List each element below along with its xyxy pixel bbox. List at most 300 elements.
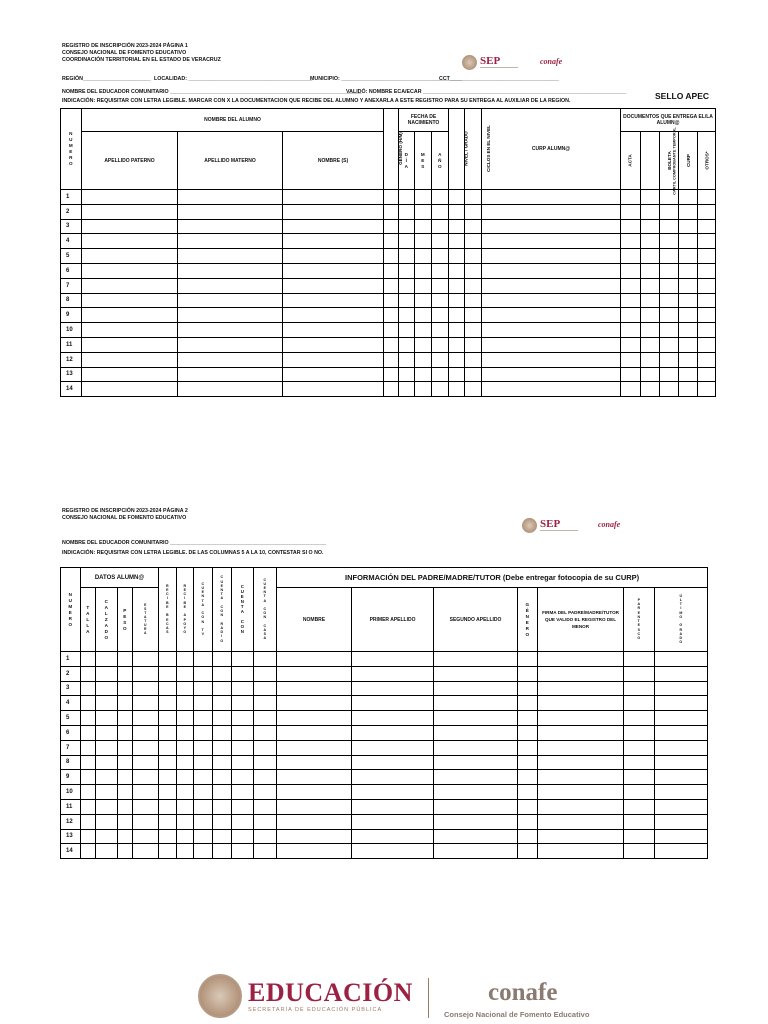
page1-input-cell[interactable] [482, 249, 621, 264]
page1-input-cell[interactable] [449, 219, 465, 234]
page2-input-cell[interactable] [194, 844, 213, 859]
page1-input-cell[interactable] [660, 219, 679, 234]
page1-input-cell[interactable] [660, 249, 679, 264]
page1-input-cell[interactable] [449, 382, 465, 397]
page1-input-cell[interactable] [449, 234, 465, 249]
page2-input-cell[interactable] [277, 799, 352, 814]
page1-input-cell[interactable] [82, 234, 178, 249]
page2-input-cell[interactable] [624, 740, 655, 755]
page2-input-cell[interactable] [232, 740, 254, 755]
page1-input-cell[interactable] [283, 308, 384, 323]
page2-input-cell[interactable] [96, 652, 118, 667]
page1-input-cell[interactable] [482, 337, 621, 352]
page2-input-cell[interactable] [538, 681, 624, 696]
page2-input-cell[interactable] [232, 829, 254, 844]
page1-input-cell[interactable] [641, 293, 660, 308]
page2-input-cell[interactable] [177, 740, 194, 755]
page1-input-cell[interactable] [621, 382, 641, 397]
page2-input-cell[interactable] [518, 740, 538, 755]
page1-input-cell[interactable] [465, 352, 482, 367]
page1-input-cell[interactable] [449, 204, 465, 219]
page2-input-cell[interactable] [96, 844, 118, 859]
page1-input-cell[interactable] [178, 323, 283, 338]
page2-input-cell[interactable] [254, 652, 277, 667]
page1-input-cell[interactable] [82, 263, 178, 278]
page2-input-cell[interactable] [434, 829, 518, 844]
page2-input-cell[interactable] [538, 711, 624, 726]
page1-input-cell[interactable] [641, 323, 660, 338]
page2-input-cell[interactable] [118, 829, 133, 844]
page2-input-cell[interactable] [277, 770, 352, 785]
page2-input-cell[interactable] [232, 725, 254, 740]
page2-input-cell[interactable] [624, 666, 655, 681]
page2-input-cell[interactable] [434, 770, 518, 785]
page1-input-cell[interactable] [399, 219, 415, 234]
page1-input-cell[interactable] [432, 308, 449, 323]
page2-input-cell[interactable] [254, 829, 277, 844]
page2-input-cell[interactable] [81, 696, 96, 711]
page2-input-cell[interactable] [624, 829, 655, 844]
page2-input-cell[interactable] [118, 652, 133, 667]
page1-input-cell[interactable] [482, 323, 621, 338]
page2-input-cell[interactable] [159, 829, 177, 844]
page1-input-cell[interactable] [641, 263, 660, 278]
page2-input-cell[interactable] [232, 814, 254, 829]
page1-input-cell[interactable] [621, 293, 641, 308]
page1-input-cell[interactable] [698, 293, 716, 308]
page1-input-cell[interactable] [482, 234, 621, 249]
page1-input-cell[interactable] [399, 382, 415, 397]
page1-input-cell[interactable] [432, 337, 449, 352]
page2-educador-field[interactable]: NOMBRE DEL EDUCADOR COMUNITARIO _____________________________________________________ [62, 540, 327, 546]
page1-input-cell[interactable] [283, 293, 384, 308]
localidad-field[interactable]: LOCALIDAD: __________________________________________ [154, 76, 313, 82]
page1-input-cell[interactable] [465, 293, 482, 308]
page2-input-cell[interactable] [538, 666, 624, 681]
page2-input-cell[interactable] [133, 770, 159, 785]
page2-input-cell[interactable] [277, 755, 352, 770]
page2-input-cell[interactable] [232, 666, 254, 681]
page1-input-cell[interactable] [384, 263, 399, 278]
page2-input-cell[interactable] [159, 666, 177, 681]
page2-input-cell[interactable] [624, 844, 655, 859]
page1-input-cell[interactable] [283, 190, 384, 205]
page1-input-cell[interactable] [399, 367, 415, 382]
page2-input-cell[interactable] [254, 725, 277, 740]
page2-input-cell[interactable] [96, 770, 118, 785]
page2-input-cell[interactable] [518, 755, 538, 770]
page1-input-cell[interactable] [384, 367, 399, 382]
page1-input-cell[interactable] [82, 219, 178, 234]
page2-input-cell[interactable] [624, 814, 655, 829]
page2-input-cell[interactable] [159, 725, 177, 740]
page2-input-cell[interactable] [538, 725, 624, 740]
page1-input-cell[interactable] [482, 204, 621, 219]
page2-input-cell[interactable] [177, 711, 194, 726]
page1-input-cell[interactable] [178, 263, 283, 278]
page2-input-cell[interactable] [133, 740, 159, 755]
page1-input-cell[interactable] [698, 219, 716, 234]
page1-input-cell[interactable] [482, 352, 621, 367]
page2-input-cell[interactable] [655, 829, 708, 844]
page2-input-cell[interactable] [434, 740, 518, 755]
page1-input-cell[interactable] [641, 367, 660, 382]
page2-input-cell[interactable] [434, 844, 518, 859]
page2-input-cell[interactable] [277, 814, 352, 829]
page2-input-cell[interactable] [254, 681, 277, 696]
page2-input-cell[interactable] [518, 799, 538, 814]
page1-input-cell[interactable] [679, 308, 698, 323]
page2-input-cell[interactable] [177, 696, 194, 711]
page2-input-cell[interactable] [118, 740, 133, 755]
page2-input-cell[interactable] [194, 829, 213, 844]
page1-input-cell[interactable] [698, 323, 716, 338]
page2-input-cell[interactable] [434, 725, 518, 740]
page2-input-cell[interactable] [655, 740, 708, 755]
page1-input-cell[interactable] [641, 204, 660, 219]
page1-input-cell[interactable] [641, 382, 660, 397]
page1-input-cell[interactable] [679, 204, 698, 219]
page2-input-cell[interactable] [194, 785, 213, 800]
page1-input-cell[interactable] [449, 263, 465, 278]
page1-input-cell[interactable] [482, 190, 621, 205]
page1-input-cell[interactable] [432, 352, 449, 367]
page2-input-cell[interactable] [96, 725, 118, 740]
page1-input-cell[interactable] [432, 219, 449, 234]
page1-input-cell[interactable] [384, 278, 399, 293]
page2-input-cell[interactable] [518, 725, 538, 740]
page2-input-cell[interactable] [655, 755, 708, 770]
page2-input-cell[interactable] [118, 844, 133, 859]
page2-input-cell[interactable] [213, 652, 232, 667]
page2-input-cell[interactable] [81, 652, 96, 667]
page1-input-cell[interactable] [415, 204, 432, 219]
page1-input-cell[interactable] [399, 278, 415, 293]
page1-input-cell[interactable] [283, 204, 384, 219]
page1-input-cell[interactable] [178, 278, 283, 293]
page1-input-cell[interactable] [178, 337, 283, 352]
page1-input-cell[interactable] [399, 293, 415, 308]
page1-input-cell[interactable] [415, 382, 432, 397]
page1-input-cell[interactable] [660, 278, 679, 293]
page2-input-cell[interactable] [159, 711, 177, 726]
page1-input-cell[interactable] [283, 219, 384, 234]
page2-input-cell[interactable] [159, 799, 177, 814]
page1-input-cell[interactable] [621, 234, 641, 249]
page2-input-cell[interactable] [254, 696, 277, 711]
page2-input-cell[interactable] [232, 652, 254, 667]
page2-input-cell[interactable] [194, 725, 213, 740]
page2-input-cell[interactable] [254, 799, 277, 814]
page1-input-cell[interactable] [660, 293, 679, 308]
page2-input-cell[interactable] [194, 681, 213, 696]
page2-input-cell[interactable] [624, 696, 655, 711]
page1-input-cell[interactable] [641, 234, 660, 249]
page2-input-cell[interactable] [655, 770, 708, 785]
page2-input-cell[interactable] [81, 814, 96, 829]
page2-input-cell[interactable] [96, 666, 118, 681]
page2-input-cell[interactable] [232, 696, 254, 711]
page1-input-cell[interactable] [449, 293, 465, 308]
page2-input-cell[interactable] [133, 785, 159, 800]
page2-input-cell[interactable] [118, 785, 133, 800]
page2-input-cell[interactable] [118, 696, 133, 711]
page1-input-cell[interactable] [384, 323, 399, 338]
page1-input-cell[interactable] [660, 234, 679, 249]
page1-input-cell[interactable] [660, 263, 679, 278]
page2-input-cell[interactable] [518, 844, 538, 859]
page1-input-cell[interactable] [82, 278, 178, 293]
page2-input-cell[interactable] [81, 711, 96, 726]
page2-input-cell[interactable] [232, 711, 254, 726]
page1-input-cell[interactable] [449, 190, 465, 205]
page2-input-cell[interactable] [434, 755, 518, 770]
page1-input-cell[interactable] [399, 249, 415, 264]
page2-input-cell[interactable] [277, 829, 352, 844]
page1-input-cell[interactable] [82, 293, 178, 308]
page2-input-cell[interactable] [194, 696, 213, 711]
page1-input-cell[interactable] [679, 337, 698, 352]
page1-input-cell[interactable] [641, 337, 660, 352]
page1-input-cell[interactable] [384, 249, 399, 264]
page2-input-cell[interactable] [194, 814, 213, 829]
page2-input-cell[interactable] [213, 740, 232, 755]
page1-input-cell[interactable] [82, 323, 178, 338]
page2-input-cell[interactable] [96, 696, 118, 711]
page2-input-cell[interactable] [624, 785, 655, 800]
page2-input-cell[interactable] [194, 652, 213, 667]
page2-input-cell[interactable] [655, 696, 708, 711]
page2-input-cell[interactable] [194, 755, 213, 770]
page2-input-cell[interactable] [133, 799, 159, 814]
page1-input-cell[interactable] [178, 234, 283, 249]
page1-input-cell[interactable] [432, 190, 449, 205]
page2-input-cell[interactable] [434, 652, 518, 667]
page1-input-cell[interactable] [621, 367, 641, 382]
page1-input-cell[interactable] [465, 308, 482, 323]
page2-input-cell[interactable] [352, 666, 434, 681]
page1-input-cell[interactable] [679, 323, 698, 338]
page2-input-cell[interactable] [352, 755, 434, 770]
page2-input-cell[interactable] [538, 799, 624, 814]
page1-input-cell[interactable] [415, 308, 432, 323]
page1-input-cell[interactable] [384, 337, 399, 352]
page2-input-cell[interactable] [177, 844, 194, 859]
page2-input-cell[interactable] [81, 681, 96, 696]
page1-input-cell[interactable] [698, 308, 716, 323]
page2-input-cell[interactable] [177, 799, 194, 814]
page1-input-cell[interactable] [679, 219, 698, 234]
page2-input-cell[interactable] [159, 785, 177, 800]
page1-input-cell[interactable] [482, 308, 621, 323]
page2-input-cell[interactable] [133, 711, 159, 726]
page1-input-cell[interactable] [698, 204, 716, 219]
page1-input-cell[interactable] [449, 367, 465, 382]
page2-input-cell[interactable] [518, 681, 538, 696]
page1-input-cell[interactable] [641, 190, 660, 205]
page1-input-cell[interactable] [465, 204, 482, 219]
page2-input-cell[interactable] [655, 785, 708, 800]
page1-input-cell[interactable] [621, 337, 641, 352]
page1-input-cell[interactable] [465, 382, 482, 397]
page1-input-cell[interactable] [178, 204, 283, 219]
page2-input-cell[interactable] [194, 666, 213, 681]
page2-input-cell[interactable] [96, 755, 118, 770]
page2-input-cell[interactable] [81, 844, 96, 859]
page2-input-cell[interactable] [254, 770, 277, 785]
page1-input-cell[interactable] [641, 278, 660, 293]
page2-input-cell[interactable] [177, 652, 194, 667]
page2-input-cell[interactable] [624, 770, 655, 785]
page2-input-cell[interactable] [538, 785, 624, 800]
page1-input-cell[interactable] [384, 293, 399, 308]
page1-input-cell[interactable] [432, 234, 449, 249]
page1-input-cell[interactable] [482, 382, 621, 397]
page1-input-cell[interactable] [660, 308, 679, 323]
page2-input-cell[interactable] [352, 711, 434, 726]
page1-input-cell[interactable] [465, 367, 482, 382]
page2-input-cell[interactable] [118, 711, 133, 726]
page2-input-cell[interactable] [159, 814, 177, 829]
page2-input-cell[interactable] [624, 725, 655, 740]
page2-input-cell[interactable] [655, 652, 708, 667]
page2-input-cell[interactable] [81, 785, 96, 800]
page2-input-cell[interactable] [133, 829, 159, 844]
page2-input-cell[interactable] [538, 814, 624, 829]
page2-input-cell[interactable] [254, 844, 277, 859]
page2-input-cell[interactable] [213, 814, 232, 829]
page2-input-cell[interactable] [213, 799, 232, 814]
page1-input-cell[interactable] [698, 263, 716, 278]
page1-input-cell[interactable] [621, 308, 641, 323]
page1-input-cell[interactable] [178, 382, 283, 397]
page2-input-cell[interactable] [159, 681, 177, 696]
page1-input-cell[interactable] [449, 249, 465, 264]
page1-input-cell[interactable] [482, 219, 621, 234]
page2-input-cell[interactable] [81, 725, 96, 740]
page1-input-cell[interactable] [679, 249, 698, 264]
page2-input-cell[interactable] [624, 799, 655, 814]
page2-input-cell[interactable] [352, 681, 434, 696]
page2-input-cell[interactable] [96, 814, 118, 829]
page1-input-cell[interactable] [178, 249, 283, 264]
page2-input-cell[interactable] [81, 799, 96, 814]
page1-input-cell[interactable] [698, 337, 716, 352]
page2-input-cell[interactable] [518, 770, 538, 785]
page2-input-cell[interactable] [434, 711, 518, 726]
page2-input-cell[interactable] [194, 740, 213, 755]
page1-input-cell[interactable] [449, 308, 465, 323]
page2-input-cell[interactable] [96, 711, 118, 726]
page1-input-cell[interactable] [283, 337, 384, 352]
page1-input-cell[interactable] [415, 234, 432, 249]
page1-input-cell[interactable] [82, 204, 178, 219]
page2-input-cell[interactable] [133, 681, 159, 696]
page1-input-cell[interactable] [415, 219, 432, 234]
page1-input-cell[interactable] [660, 367, 679, 382]
page1-input-cell[interactable] [82, 382, 178, 397]
page1-input-cell[interactable] [283, 278, 384, 293]
page1-input-cell[interactable] [482, 293, 621, 308]
page2-input-cell[interactable] [624, 711, 655, 726]
page2-input-cell[interactable] [434, 799, 518, 814]
page1-input-cell[interactable] [432, 323, 449, 338]
page2-input-cell[interactable] [177, 755, 194, 770]
page2-input-cell[interactable] [81, 666, 96, 681]
page2-input-cell[interactable] [133, 814, 159, 829]
page1-input-cell[interactable] [415, 323, 432, 338]
page1-input-cell[interactable] [178, 352, 283, 367]
page1-input-cell[interactable] [399, 352, 415, 367]
page1-input-cell[interactable] [621, 190, 641, 205]
page2-input-cell[interactable] [655, 681, 708, 696]
page2-input-cell[interactable] [213, 829, 232, 844]
page1-input-cell[interactable] [482, 278, 621, 293]
page2-input-cell[interactable] [118, 666, 133, 681]
page1-input-cell[interactable] [679, 190, 698, 205]
page1-input-cell[interactable] [283, 234, 384, 249]
page2-input-cell[interactable] [352, 814, 434, 829]
page2-input-cell[interactable] [159, 696, 177, 711]
page1-input-cell[interactable] [415, 352, 432, 367]
page1-input-cell[interactable] [641, 352, 660, 367]
page2-input-cell[interactable] [538, 696, 624, 711]
page1-input-cell[interactable] [698, 367, 716, 382]
page1-input-cell[interactable] [449, 323, 465, 338]
page1-input-cell[interactable] [399, 263, 415, 278]
page1-input-cell[interactable] [399, 337, 415, 352]
page1-input-cell[interactable] [465, 249, 482, 264]
page1-input-cell[interactable] [415, 367, 432, 382]
page2-input-cell[interactable] [624, 652, 655, 667]
page1-input-cell[interactable] [660, 352, 679, 367]
page1-input-cell[interactable] [641, 249, 660, 264]
page2-input-cell[interactable] [177, 829, 194, 844]
page1-input-cell[interactable] [449, 352, 465, 367]
page1-input-cell[interactable] [82, 190, 178, 205]
page2-input-cell[interactable] [177, 725, 194, 740]
page2-input-cell[interactable] [194, 770, 213, 785]
page2-input-cell[interactable] [96, 740, 118, 755]
page1-input-cell[interactable] [178, 308, 283, 323]
page1-input-cell[interactable] [465, 263, 482, 278]
page1-input-cell[interactable] [660, 337, 679, 352]
page2-input-cell[interactable] [118, 725, 133, 740]
page2-input-cell[interactable] [655, 725, 708, 740]
page1-input-cell[interactable] [698, 249, 716, 264]
page2-input-cell[interactable] [434, 666, 518, 681]
page1-input-cell[interactable] [415, 263, 432, 278]
page2-input-cell[interactable] [352, 770, 434, 785]
page1-input-cell[interactable] [178, 293, 283, 308]
page1-input-cell[interactable] [660, 204, 679, 219]
page1-input-cell[interactable] [432, 278, 449, 293]
region-field[interactable]: REGIÓN_______________________ [62, 76, 151, 82]
page2-input-cell[interactable] [655, 666, 708, 681]
page2-input-cell[interactable] [254, 740, 277, 755]
page2-input-cell[interactable] [232, 681, 254, 696]
page2-input-cell[interactable] [352, 725, 434, 740]
page1-input-cell[interactable] [384, 204, 399, 219]
page2-input-cell[interactable] [352, 799, 434, 814]
page1-input-cell[interactable] [660, 323, 679, 338]
page1-input-cell[interactable] [399, 204, 415, 219]
page1-input-cell[interactable] [482, 367, 621, 382]
page2-input-cell[interactable] [177, 770, 194, 785]
page1-input-cell[interactable] [432, 263, 449, 278]
page1-input-cell[interactable] [178, 367, 283, 382]
page2-input-cell[interactable] [277, 725, 352, 740]
